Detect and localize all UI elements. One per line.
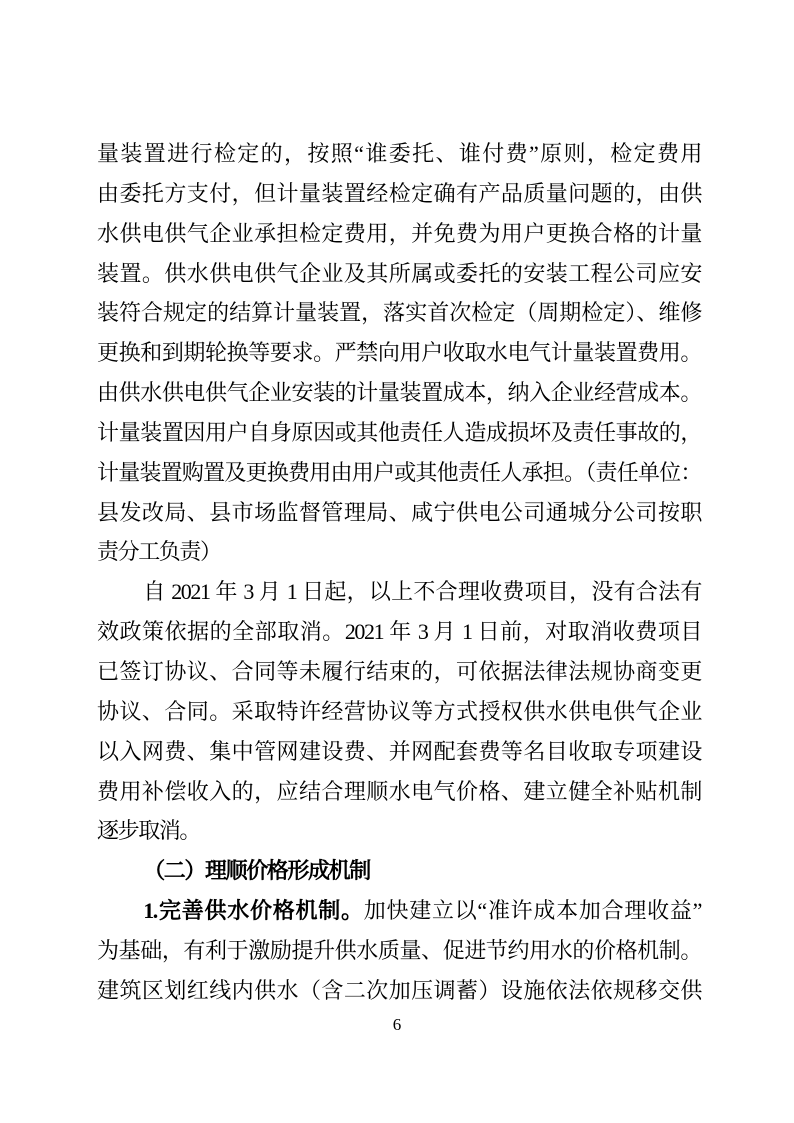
text-line bbox=[97, 851, 701, 891]
text-line bbox=[97, 493, 701, 533]
text-line bbox=[97, 413, 701, 453]
page-number: 6 bbox=[392, 1015, 402, 1034]
text-segment: 建筑区划红线内供水（含二次加压调蓄）设施依法依规移交供 bbox=[97, 977, 701, 1003]
text-segment: 量装置进行检定的，按照“谁委托、谁付费”原则，检定费用 bbox=[97, 141, 701, 166]
text-segment: 为基础，有利于激励提升供水质量、促进节约用水的价格机制。 bbox=[97, 937, 701, 963]
text-segment: 逐步取消。 bbox=[97, 818, 201, 844]
text-segment: 效政策依据的全部取消。2021 年 3 月 1 日前，对取消收费项目 bbox=[97, 619, 701, 645]
text-line bbox=[97, 254, 701, 294]
text-line bbox=[97, 971, 701, 1011]
bold-text-segment: 1.完善供水价格机制。 bbox=[143, 898, 364, 924]
text-line bbox=[97, 453, 701, 493]
text-segment: 费用补偿收入的，应结合理顺水电气价格、建立健全补贴机制 bbox=[97, 778, 701, 804]
text-segment: 计量装置因用户自身原因或其他责任人造成损坏及责任事故的， bbox=[97, 419, 701, 445]
text-segment: 已签订协议、合同等未履行结束的，可依据法律法规协商变更 bbox=[97, 658, 701, 684]
text-line bbox=[97, 772, 701, 812]
text-segment: 水供电供气企业承担检定费用，并免费为用户更换合格的计量 bbox=[97, 220, 701, 246]
document-body bbox=[97, 134, 701, 1011]
text-segment: 装符合规定的结算计量装置，落实首次检定（周期检定）、维修 bbox=[97, 300, 701, 326]
text-line bbox=[97, 174, 701, 214]
text-segment: 责分工负责） bbox=[97, 539, 221, 565]
text-line bbox=[97, 572, 701, 612]
text-segment: 以入网费、集中管网建设费、并网配套费等名目收取专项建设 bbox=[97, 738, 701, 764]
text-line bbox=[97, 891, 701, 931]
text-line bbox=[97, 732, 701, 772]
text-line bbox=[97, 532, 701, 572]
text-line bbox=[97, 293, 701, 333]
text-line bbox=[97, 811, 701, 851]
bold-text-segment: （二）理顺价格形成机制 bbox=[143, 858, 370, 884]
text-segment: 计量装置购置及更换费用由用户或其他责任人承担。（责任单位： bbox=[97, 459, 701, 485]
text-segment: 自 2021 年 3 月 1 日起，以上不合理收费项目，没有合法有 bbox=[143, 579, 701, 605]
text-line bbox=[97, 373, 701, 413]
text-segment: 县发改局、县市场监督管理局、咸宁供电公司通城分公司按职 bbox=[97, 499, 701, 525]
text-line bbox=[97, 692, 701, 732]
text-line bbox=[97, 652, 701, 692]
text-segment: 装置。供水供电供气企业及其所属或委托的安装工程公司应安 bbox=[97, 260, 701, 286]
text-line bbox=[97, 134, 701, 174]
text-segment: 由委托方支付，但计量装置经检定确有产品质量问题的，由供 bbox=[97, 180, 701, 206]
text-line bbox=[97, 931, 701, 971]
text-segment: 更换和到期轮换等要求。严禁向用户收取水电气计量装置费用。 bbox=[97, 340, 701, 366]
text-line bbox=[97, 612, 701, 652]
text-segment: 由供水供电供气企业安装的计量装置成本，纳入企业经营成本。 bbox=[97, 380, 701, 406]
text-line bbox=[97, 333, 701, 373]
text-line bbox=[97, 214, 701, 254]
text-segment: 加快建立以“准许成本加合理收益” bbox=[363, 898, 701, 924]
text-segment: 协议、合同。采取特许经营协议等方式授权供水供电供气企业 bbox=[97, 698, 701, 724]
